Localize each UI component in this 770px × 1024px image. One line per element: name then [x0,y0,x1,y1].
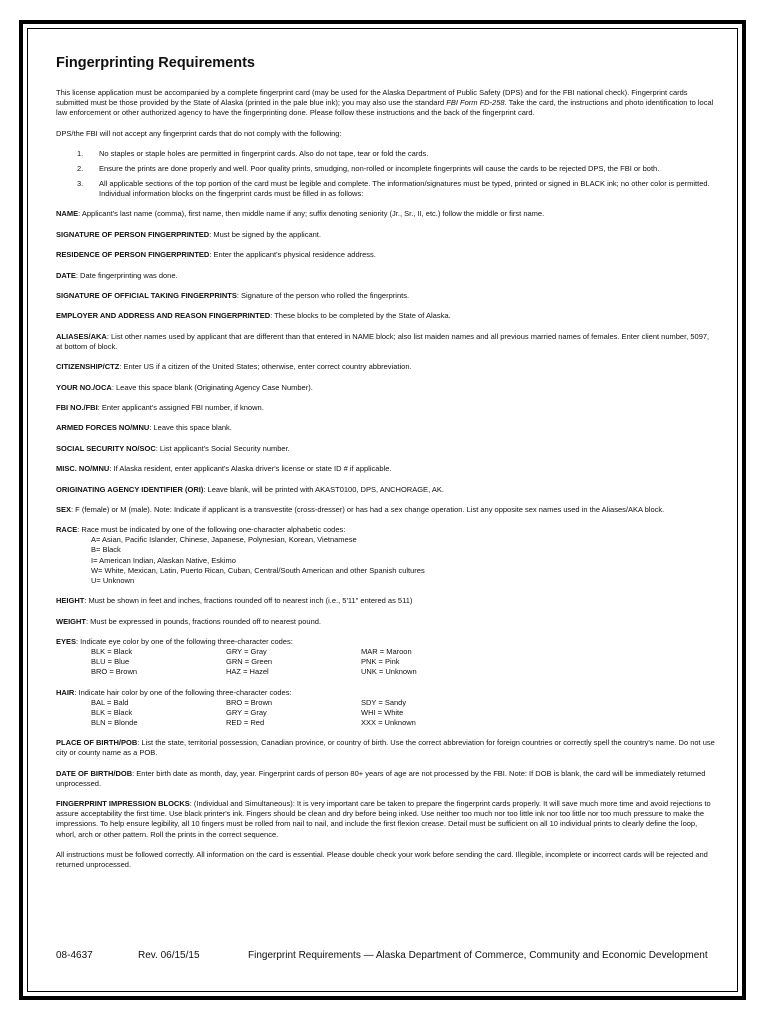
eye-codes [56,647,716,677]
hair-code: WHI = White [361,707,404,717]
list-item: 3. All applicable sections of the top portion of the card must be legible and complete. The information/signatures must be typed, printed or signed in BLACK ink; no other color is permitted. Individual information blocks on the fingerprint cards must be filled in as follows: [77,179,710,199]
footer-document-title: Fingerprint Requirements — Alaska Department of Commerce, Community and Economic Development [248,950,708,961]
field-sex: SEX: F (female) or M (male). Note: Indicate if applicant is a transvestite (cross-dresser) or has had a sex change operation. List any opposite sex names used in the Aliases/AKA block. [56,504,665,514]
form-number: 08-4637 [56,950,93,961]
field-name: NAME: Applicant's last name (comma), first name, then middle name if any; suffix denoting seniority (Jr., Sr., II, etc.) follow the middle or first name. [56,209,545,219]
hair-codes [56,698,716,728]
field-signature: SIGNATURE OF PERSON FINGERPRINTED: Must be signed by the applicant. [56,229,321,239]
race-code: B= Black [91,545,121,555]
hair-code: XXX = Unknown [361,717,416,727]
field-date: DATE: Date fingerprinting was done. [56,270,178,280]
field-aliases: ALIASES/AKA: List other names used by applicant that are different than that entered in NAME block; also list maiden names and all previous married names of females. Enter client number, 5097, at bottom of block. [56,331,710,351]
page-title: Fingerprinting Requirements [56,55,255,71]
hair-code: SDY = Sandy [361,697,407,707]
hair-code: GRY = Gray [226,707,267,717]
field-hair: HAIR: Indicate hair color by one of the following three-character codes: BAL = Bald BRO = Brown SDY = Sandy BLK = Black GRY = Gray WHI = White BLN = Blonde RED = Red XXX = Unknown [56,688,716,728]
form-reference: FBI Form FD-258 [446,98,505,108]
field-citizenship: CITIZENSHIP/CTZ: Enter US if a citizen of the United States; otherwise, enter correct country abbreviation. [56,362,412,372]
field-weight: WEIGHT: Must be expressed in pounds, fractions rounded off to nearest pound. [56,616,322,626]
dps-intro: DPS/the FBI will not accept any fingerprint cards that do not comply with the following: [56,128,342,138]
field-height: HEIGHT: Must be shown in feet and inches, fractions rounded off to nearest inch (i.e., 5'11" entered as 511) [56,596,413,606]
field-oca: YOUR NO./OCA: Leave this space blank (Originating Agency Case Number). [56,382,313,392]
field-armed-forces: ARMED FORCES NO/MNU: Leave this space blank. [56,423,232,433]
field-official-signature: SIGNATURE OF OFFICIAL TAKING FINGERPRINTS: Signature of the person who rolled the fingerprints. [56,290,410,300]
list-item: 2. Ensure the prints are done properly and well. Poor quality prints, smudging, non-rolled or incomplete fingerprints will cause the cards to be rejected DPS, the FBI or both. [77,164,660,174]
eye-code: GRY = Gray [226,647,267,657]
intro-paragraph: This license application must be accompanied by a complete fingerprint card (may be used for the Alaska Department of Public Safety (DPS) and for the FBI national check). Fingerprint cards submitted must be those provided by the State of Alaska (printed in the pale blue ink); you may also use the standard FBI Form FD-258. Take the card, the instructions and photo identification to local law enforcement or other authorized agency to have the fingerprinting done. Please follow these instructions and the back of the fingerprint card. [56,88,714,118]
eye-code: BLK = Black [91,647,133,657]
eye-code: GRN = Green [226,657,273,667]
field-eyes: EYES: Indicate eye color by one of the following three-character codes: BLK = Black GRY = Gray MAR = Maroon BLU = Blue GRN = Green PNK = Pink BRO = Brown HAZ = Hazel UNK = Unknown [56,637,716,677]
hair-code: BRO = Brown [226,697,273,707]
eye-code: MAR = Maroon [361,647,412,657]
field-race: RACE: Race must be indicated by one of the following one-character alphabetic codes: A= Asian, Pacific Islander, Chinese, Japanese, Polynesian, Korean, Vietnamese B= Black I= American Indian, Alaskan Native, Eskimo W= White, Mexican, Latin, Puerto Rican, Cuban, Central/South American and other Spanish cultures U= Unknown [56,525,716,586]
field-employer: EMPLOYER AND ADDRESS AND REASON FINGERPRINTED: These blocks to be completed by the State of Alaska. [56,311,451,321]
field-dob: DATE OF BIRTH/DOB: Enter birth date as month, day, year. Fingerprint cards of person 80+ years of age are not processed by the FBI. Note: If DOB is blank, the card will be immediately returned unprocessed. [56,768,706,788]
eye-code: BRO = Brown [91,667,138,677]
hair-code: RED = Red [226,717,265,727]
field-pob: PLACE OF BIRTH/POB: List the state, territorial possession, Canadian province, or country of birth. Use the correct abbreviation for foreign countries or correctly spell the country's name. Do not use city or county name as a POB. [56,738,715,758]
race-code: U= Unknown [91,575,135,585]
field-impression-blocks: FINGERPRINT IMPRESSION BLOCKS: (Individual and Simultaneous): It is very important care be taken to prepare the fingerprint cards properly. It will save much more time and avoid rejections to assure acceptability the first time. Use black printer's ink. Fingers should be clean and dry before being inked. Use neither too much nor too little ink nor too little nor too much pressure to make the impressions. To help ensure legibility, all 10 fingers must be rolled from nail to nail, and include the first flexion crease. Detail must be sufficient on all 10 individual prints to clearly define the loop, whorl, arch or other pattern. Roll the prints in the correct sequence. [56,799,711,839]
race-code: W= White, Mexican, Latin, Puerto Rican, Cuban, Central/South American and other Spanish cultures [91,565,425,575]
eye-code: PNK = Pink [361,657,400,667]
field-fbi-no: FBI NO./FBI: Enter applicant's assigned FBI number, if known. [56,402,264,412]
closing-paragraph: All instructions must be followed correctly. All information on the card is essential. Please double check your work before sending the card. Illegible, incomplete or incorrect cards will be rejected and returned unprocessed. [56,849,708,870]
document-body [56,54,716,880]
field-ssn: SOCIAL SECURITY NO/SOC: List applicant's Social Security number. [56,443,290,453]
eye-code: HAZ = Hazel [226,667,269,677]
hair-code: BLK = Black [91,707,133,717]
race-code: I= American Indian, Alaskan Native, Eskimo [91,555,236,565]
revision-date: Rev. 06/15/15 [138,950,200,961]
field-misc: MISC. NO/MNU: If Alaska resident, enter applicant's Alaska driver's license or state ID # if applicable. [56,464,392,474]
hair-code: BLN = Blonde [91,717,138,727]
list-item: 1. No staples or staple holes are permitted in fingerprint cards. Also do not tape, tear or fold the cards. [77,148,429,158]
eye-code: BLU = Blue [91,657,130,667]
hair-code: BAL = Bald [91,697,129,707]
field-residence: RESIDENCE OF PERSON FINGERPRINTED: Enter the applicant's physical residence address. [56,250,376,260]
race-code: A= Asian, Pacific Islander, Chinese, Japanese, Polynesian, Korean, Vietnamese [91,535,357,545]
rules-list [56,149,716,199]
field-ori: ORIGINATING AGENCY IDENTIFIER (ORI): Leave blank, will be printed with AKAST0100, DPS, ANCHORAGE, AK. [56,484,444,494]
eye-code: UNK = Unknown [361,667,417,677]
